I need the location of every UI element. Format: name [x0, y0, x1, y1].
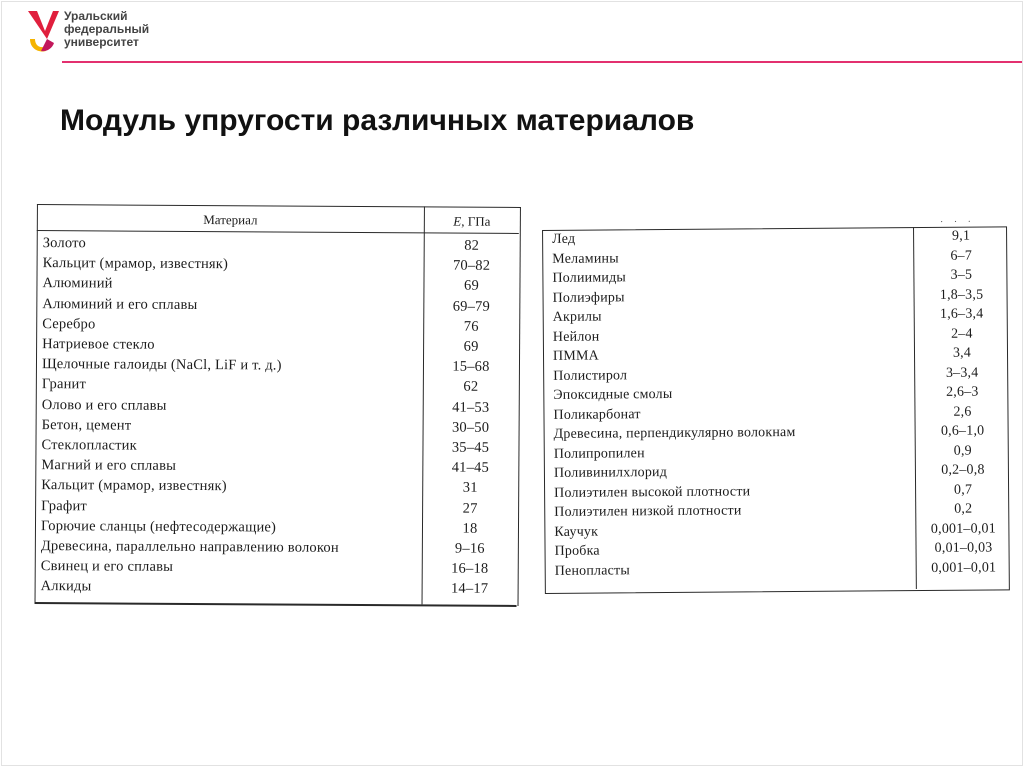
modulus-value: 76 — [463, 318, 479, 335]
table-row — [43, 235, 519, 258]
table-row — [41, 457, 517, 480]
modulus-value: 15–68 — [452, 358, 490, 375]
modulus-value: 2–4 — [950, 326, 973, 342]
material-name: ПММА — [552, 348, 600, 364]
table-row — [41, 498, 517, 521]
table-row — [42, 275, 518, 298]
material-name: Свинец и его сплавы — [40, 558, 174, 576]
table-row — [42, 336, 518, 359]
modulus-value: 0,7 — [953, 482, 973, 498]
table-row — [42, 397, 518, 420]
material-name: Полиимиды — [552, 270, 627, 286]
material-name: Алюминий — [42, 275, 113, 292]
modulus-value: 1,8–3,5 — [939, 287, 984, 303]
column-header-modulus — [425, 213, 519, 230]
modulus-value: 0,001–0,01 — [930, 520, 996, 537]
modulus-value: 0,2 — [954, 501, 973, 517]
material-name: Полиэфиры — [552, 289, 625, 306]
modulus-value: 69–79 — [452, 298, 491, 315]
modulus-value: 31 — [462, 480, 478, 497]
table-row — [41, 558, 517, 581]
material-name: Эпоксидные смолы — [553, 386, 673, 403]
material-name: Полипропилен — [553, 445, 645, 462]
column-header-material: Материал — [203, 212, 258, 228]
table-row — [41, 437, 517, 460]
modulus-value: 69 — [463, 338, 479, 355]
right-modulus-table — [540, 216, 1013, 598]
modulus-value: 3,4 — [952, 345, 972, 361]
material-name: Кальцит (мрамор, известняк) — [42, 255, 229, 273]
logo-line-2: федеральный — [64, 22, 150, 36]
material-name: Акрилы — [552, 309, 602, 325]
material-name: Гранит — [41, 376, 87, 393]
material-name: Пенопласты — [554, 562, 631, 579]
material-name: Поливинилхлорид — [553, 465, 668, 481]
table-row — [41, 578, 517, 601]
table-row — [41, 538, 517, 561]
modulus-symbol: E — [453, 213, 462, 229]
material-name: Каучук — [554, 524, 599, 540]
modulus-value: 70–82 — [452, 257, 491, 274]
table-row — [555, 560, 1008, 584]
modulus-value: 9,1 — [951, 228, 971, 244]
modulus-value: 9–16 — [454, 540, 485, 557]
modulus-value: 35–45 — [451, 439, 490, 456]
material-name: Стеклопластик — [41, 437, 137, 454]
modulus-value: 18 — [462, 520, 478, 537]
modulus-value: 0,001–0,01 — [931, 559, 997, 576]
ural-university-logo-icon — [26, 9, 60, 53]
material-name: Полиэтилен низкой плотности — [554, 503, 742, 520]
material-name: Кальцит (мрамор, известняк) — [41, 477, 227, 495]
modulus-value: 2,6–3 — [946, 384, 979, 400]
material-name: Золото — [42, 235, 86, 252]
table-row — [41, 477, 517, 500]
material-name: Бетон, цемент — [41, 416, 132, 434]
material-name: Магний и его сплавы — [41, 457, 177, 475]
table-row — [42, 316, 518, 339]
material-name: Горючие сланцы (нефтесодержащие) — [40, 517, 277, 536]
modulus-value: 2,6 — [953, 404, 972, 420]
material-name: Олово и его сплавы — [41, 396, 167, 414]
material-name: Алкиды — [40, 578, 92, 595]
modulus-value: 27 — [462, 500, 478, 517]
material-name: Графит — [41, 497, 88, 514]
scan-fragment: · · · — [939, 216, 976, 228]
modulus-value: 30–50 — [451, 419, 490, 436]
material-name: Полистирол — [553, 367, 628, 384]
logo-line-3: университет — [64, 35, 139, 49]
material-name: Лед — [552, 231, 576, 247]
table-row — [42, 376, 518, 399]
material-name: Щелочные галоиды (NaCl, LiF и т. д.) — [41, 356, 282, 374]
header-divider — [62, 61, 1022, 63]
modulus-value: 6–7 — [950, 248, 973, 264]
material-name: Нейлон — [552, 329, 600, 345]
modulus-value: 41–53 — [452, 399, 490, 416]
modulus-value: 62 — [463, 379, 479, 396]
logo-line-1: Уральский — [64, 9, 128, 23]
modulus-value: 0,01–0,03 — [934, 540, 993, 556]
material-name: Древесина, перпендикулярно волокнам — [553, 424, 796, 442]
table-row — [43, 255, 519, 278]
page-title: Модуль упругости различных материалов — [60, 104, 695, 137]
table-row — [42, 417, 518, 440]
material-name: Полиэтилен высокой плотности — [554, 483, 751, 501]
modulus-value: 0,9 — [953, 443, 972, 459]
material-name: Меламины — [552, 250, 619, 267]
material-name: Поликарбонат — [553, 406, 641, 423]
table-row — [42, 296, 518, 319]
modulus-value: 69 — [463, 278, 479, 295]
modulus-value: 16–18 — [451, 560, 489, 577]
left-modulus-table — [28, 197, 522, 610]
material-name: Натриевое стекло — [42, 336, 155, 353]
material-name: Пробка — [554, 543, 600, 559]
logo-wordmark — [64, 10, 149, 49]
modulus-unit: , ГПа — [461, 213, 491, 229]
table-row — [42, 356, 518, 379]
modulus-value: 1,6–3,4 — [939, 306, 984, 322]
modulus-value: 3–5 — [950, 267, 973, 283]
modulus-value: 3–3,4 — [945, 365, 979, 381]
material-name: Древесина, параллельно направлению волокон — [40, 538, 339, 556]
modulus-value: 41–45 — [451, 459, 490, 476]
table-row — [41, 518, 517, 541]
modulus-value: 82 — [464, 237, 480, 254]
material-name: Алюминий и его сплавы — [42, 295, 198, 313]
modulus-value: 0,6–1,0 — [940, 423, 985, 439]
modulus-value: 14–17 — [450, 580, 489, 598]
material-name: Серебро — [42, 315, 96, 333]
modulus-value: 0,2–0,8 — [941, 462, 985, 478]
